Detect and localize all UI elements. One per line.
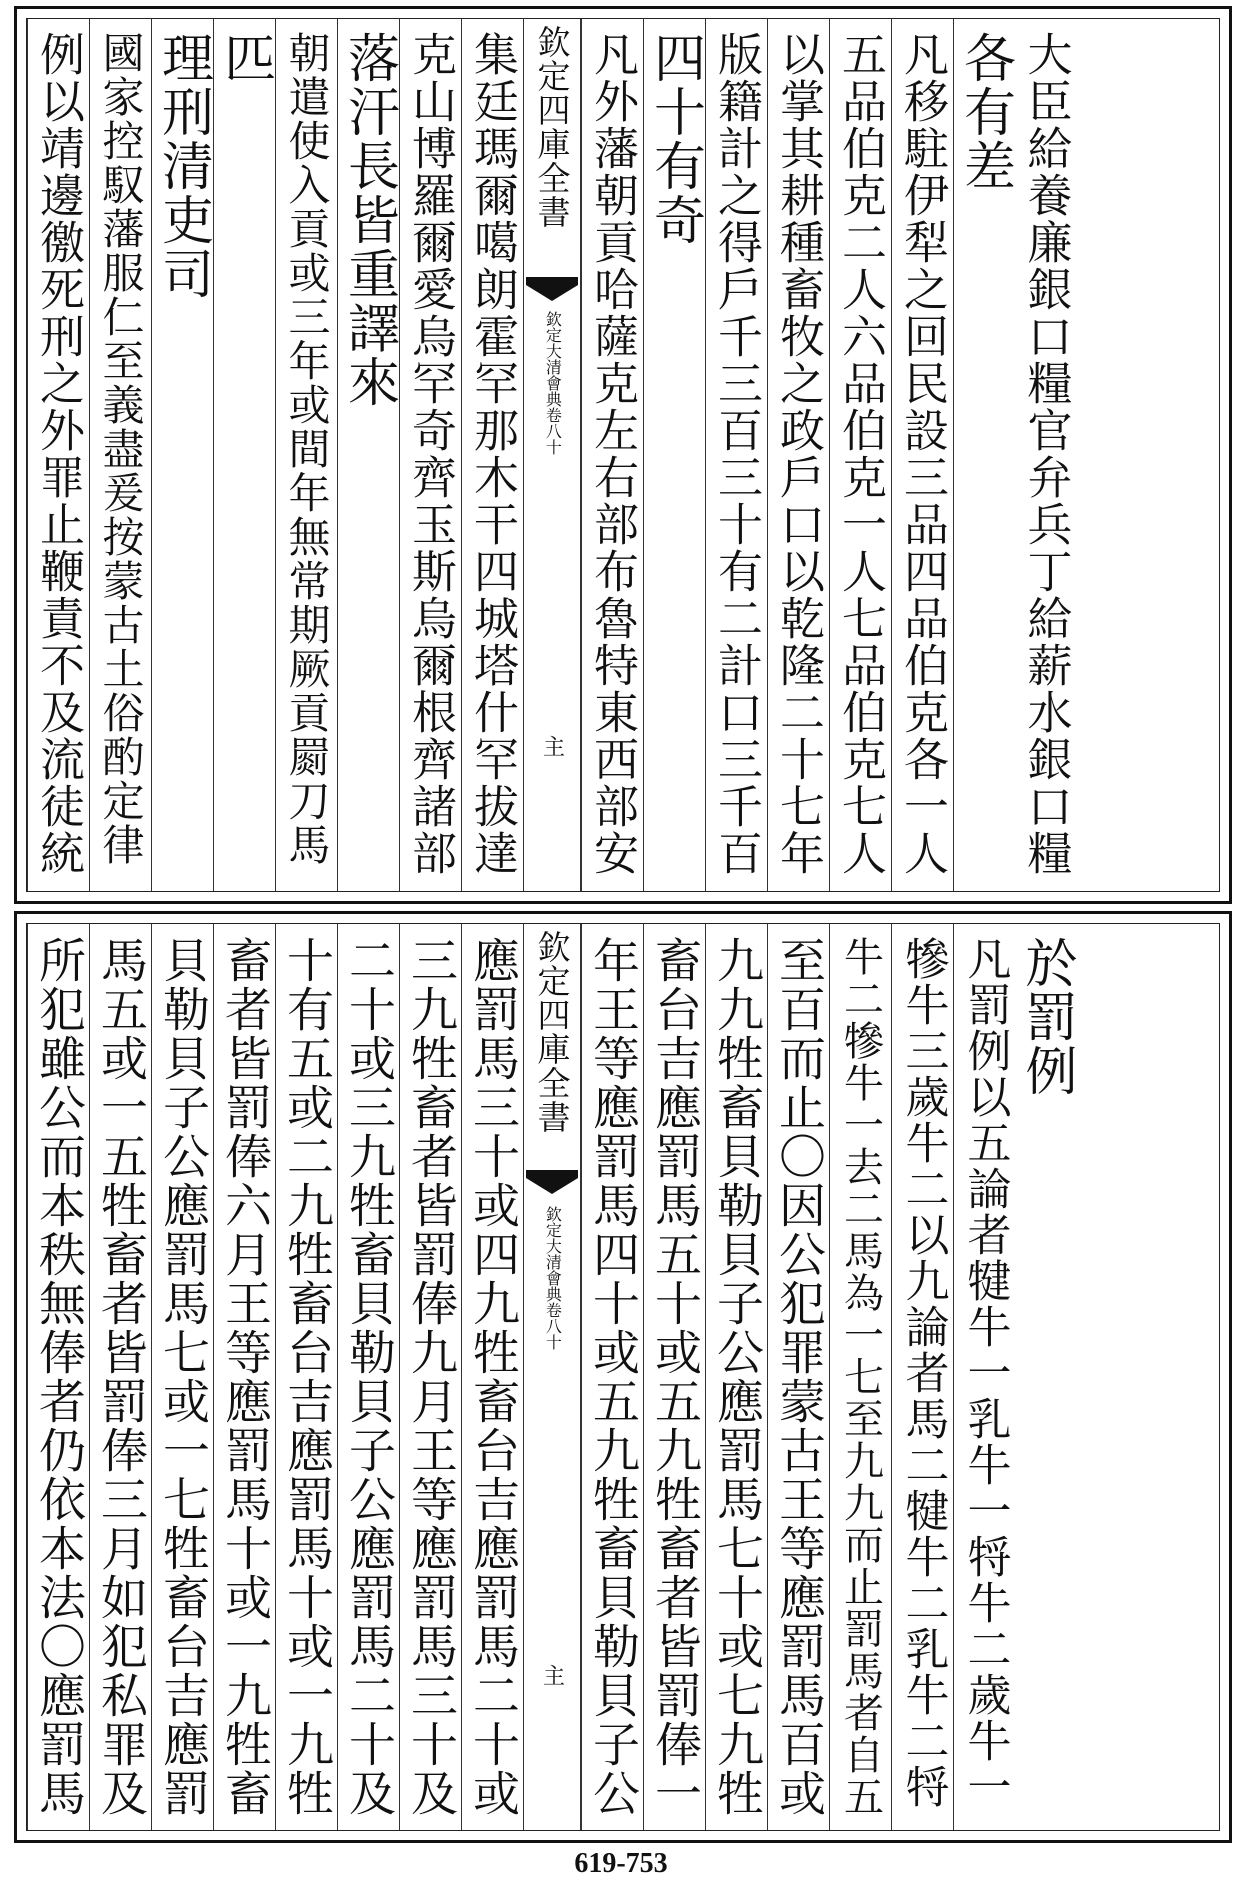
chapter-volume: 卷八十 bbox=[543, 1302, 563, 1350]
column-text: 五品伯克二人六品伯克一人七品伯克七人 bbox=[834, 31, 887, 877]
text-column bbox=[399, 19, 461, 891]
column-text: 凡移駐伊犁之回民設三品四品伯克各一人 bbox=[896, 31, 949, 877]
text-column bbox=[89, 19, 151, 891]
text-column bbox=[461, 924, 523, 1830]
folio-number: 主 bbox=[539, 1664, 565, 1686]
text-column bbox=[1015, 924, 1077, 1830]
text-column bbox=[213, 19, 275, 891]
column-text: 十有五或二九牲畜台吉應罰馬十或一九牲 bbox=[279, 936, 334, 1818]
book-title: 欽定四庫全書 bbox=[532, 25, 572, 229]
text-column bbox=[829, 19, 891, 891]
column-text: 牛二犙牛一去二馬為一七至九九而止罰馬者自五 bbox=[837, 936, 884, 1818]
column-text: 應罰馬三十或四九牲畜台吉應罰馬二十或 bbox=[465, 936, 520, 1818]
text-column bbox=[399, 924, 461, 1830]
text-column bbox=[89, 924, 151, 1830]
column-text: 凡外藩朝貢哈薩克左右部布魯特東西部安 bbox=[586, 31, 639, 877]
text-column bbox=[581, 19, 643, 891]
column-text: 年王等應罰馬四十或五九牲畜貝勒貝子公 bbox=[585, 936, 640, 1818]
text-column bbox=[275, 924, 337, 1830]
column-text: 畜台吉應罰馬五十或五九牲畜者皆罰俸一 bbox=[647, 936, 702, 1818]
page-gutter bbox=[523, 924, 581, 1830]
column-text: 以掌其耕種畜牧之政戶口以乾隆二十七年 bbox=[772, 31, 825, 877]
text-column bbox=[953, 19, 1015, 891]
text-column bbox=[891, 924, 953, 1830]
text-column bbox=[643, 924, 705, 1830]
text-column bbox=[151, 19, 213, 891]
chapter-volume: 卷八十 bbox=[543, 407, 563, 455]
text-column bbox=[643, 19, 705, 891]
folio-number: 主 bbox=[539, 735, 565, 757]
column-text: 至百而止〇因公犯罪蒙古王等應罰馬百或 bbox=[771, 936, 826, 1818]
column-text: 國家控馭藩服仁至義盡爰按蒙古土俗酌定律 bbox=[96, 31, 146, 867]
column-text: 落汗長皆重譯來 bbox=[338, 31, 399, 409]
column-text: 畜者皆罰俸六月王等應罰馬十或一九牲畜 bbox=[217, 936, 272, 1818]
column-text: 大臣給養廉銀口糧官弁兵丁給薪水銀口糧 bbox=[1019, 31, 1073, 877]
page-gutter bbox=[523, 19, 581, 891]
text-column bbox=[581, 924, 643, 1830]
column-text: 四十有奇 bbox=[644, 31, 705, 247]
text-column bbox=[767, 19, 829, 891]
chapter-label bbox=[544, 311, 561, 455]
column-text: 克山博羅爾愛烏罕奇齊玉斯烏爾根齊諸部 bbox=[404, 31, 457, 877]
column-text: 例以靖邊徼死刑之外罪止鞭責不及流徒統 bbox=[32, 31, 85, 877]
column-text: 犙牛三歲牛二以九論者馬二犍牛二乳牛二㸹 bbox=[897, 936, 949, 1810]
text-column bbox=[461, 19, 523, 891]
column-text: 版籍計之得戶千三百三十有二計口三千百 bbox=[710, 31, 763, 877]
bottom-page-frame bbox=[26, 923, 1220, 1831]
column-text: 三九牲畜者皆罰俸九月王等應罰馬三十及 bbox=[403, 936, 458, 1818]
text-column bbox=[705, 924, 767, 1830]
text-column bbox=[275, 19, 337, 891]
column-text: 貝勒貝子公應罰馬七或一七牲畜台吉應罰 bbox=[155, 936, 210, 1818]
text-column bbox=[337, 19, 399, 891]
column-text: 朝遣使入貢或三年或間年無常期厥貢罽刀馬 bbox=[282, 31, 332, 867]
column-text: 於罰例 bbox=[1016, 936, 1076, 1098]
chapter-label bbox=[544, 1206, 561, 1350]
column-text: 二十或三九牲畜貝勒貝子公應罰馬二十及 bbox=[341, 936, 396, 1818]
column-text: 各有差 bbox=[954, 31, 1015, 193]
book-title: 欽定四庫全書 bbox=[532, 930, 572, 1134]
column-text: 集廷瑪爾噶朗霍罕那木干四城塔什罕拔達 bbox=[466, 31, 519, 877]
fish-tail-mark bbox=[526, 277, 578, 303]
top-page bbox=[14, 6, 1232, 904]
column-text: 凡罰例以五論者犍牛一乳牛一㸹牛二歲牛一 bbox=[959, 936, 1011, 1810]
text-column bbox=[27, 19, 89, 891]
chapter-title: 欽定大清會典 bbox=[543, 1206, 563, 1302]
column-text: 所犯雖公而本秩無俸者仍依本法〇應罰馬 bbox=[31, 936, 86, 1818]
fish-tail-mark bbox=[526, 1170, 578, 1196]
text-column bbox=[891, 19, 953, 891]
chapter-title: 欽定大清會典 bbox=[543, 311, 563, 407]
text-column bbox=[953, 924, 1015, 1830]
column-text: 馬五或一五牲畜者皆罰俸三月如犯私罪及 bbox=[93, 936, 148, 1818]
text-column bbox=[767, 924, 829, 1830]
top-page-frame bbox=[26, 18, 1220, 892]
text-column bbox=[705, 19, 767, 891]
text-column bbox=[337, 924, 399, 1830]
text-column bbox=[27, 924, 89, 1830]
text-column bbox=[1015, 19, 1077, 891]
column-text: 匹 bbox=[214, 31, 275, 85]
text-column bbox=[829, 924, 891, 1830]
text-column bbox=[213, 924, 275, 1830]
bottom-page bbox=[14, 911, 1232, 1843]
page-number: 619-753 bbox=[574, 1848, 668, 1879]
column-text: 九九牲畜貝勒貝子公應罰馬七十或七九牲 bbox=[709, 936, 764, 1818]
column-text: 理刑清吏司 bbox=[152, 31, 213, 301]
text-column bbox=[151, 924, 213, 1830]
